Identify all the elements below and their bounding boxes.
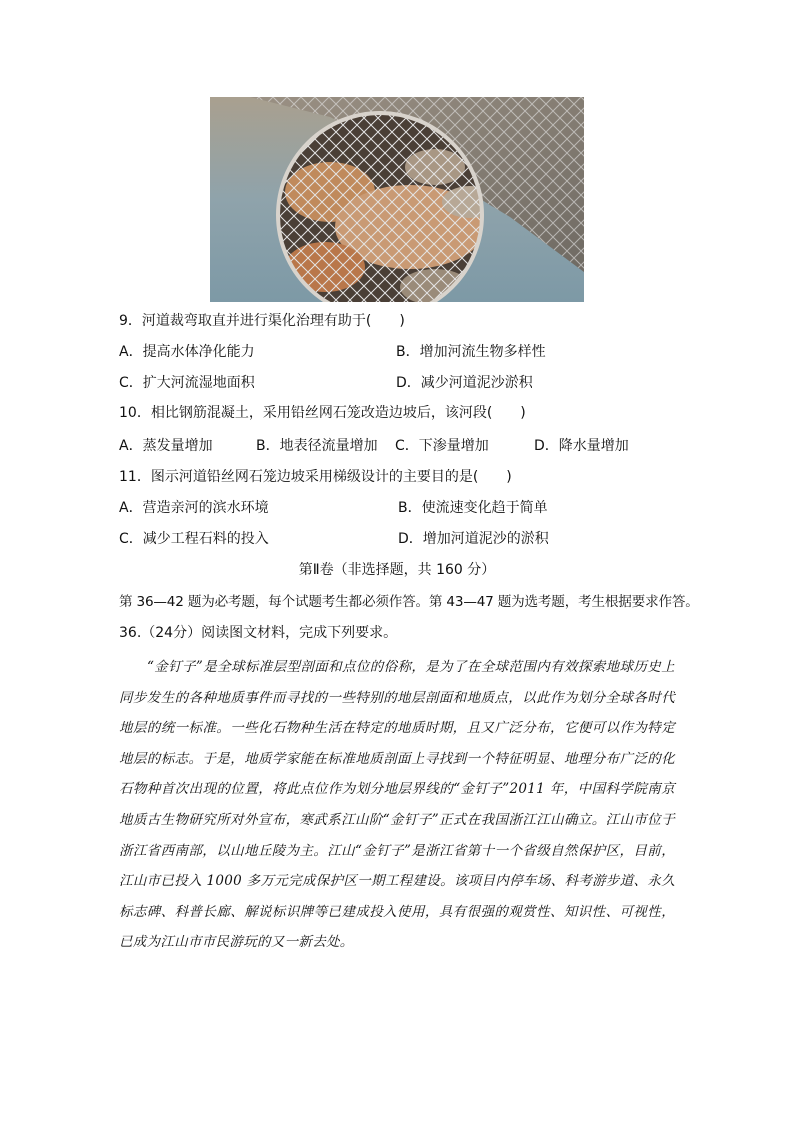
gabion-riverbank-photo [210, 97, 584, 302]
question-36-stem: 36.（24分）阅读图文材料，完成下列要求。 [119, 625, 398, 641]
section-title: 第Ⅱ卷（非选择题，共 160 分） [298, 562, 496, 578]
question-10-options [119, 436, 719, 456]
q10-option-a[interactable]: A．蒸发量增加 [119, 438, 213, 454]
question-11-options [119, 498, 719, 518]
q11-option-a[interactable]: A．营造亲河的滨水环境 [119, 500, 269, 516]
question-9-options [119, 342, 719, 362]
question-11-options-2 [119, 529, 719, 549]
q10-option-b[interactable]: B．地表径流量增加 [256, 438, 378, 454]
q11-option-b[interactable]: B．使流速变化趋于简单 [398, 500, 548, 516]
question-9-stem: 9．河道裁弯取直并进行渠化治理有助于( ) [119, 313, 405, 329]
q11-option-c[interactable]: C．减少工程石料的投入 [119, 531, 269, 547]
question-10-stem: 10．相比钢筋混凝土，采用铅丝网石笼改造边坡后，该河段( ) [119, 405, 526, 421]
q9-option-a[interactable]: A．提高水体净化能力 [119, 344, 255, 360]
q10-option-d[interactable]: D．降水量增加 [534, 438, 629, 454]
q11-option-d[interactable]: D．增加河道泥沙的淤积 [398, 531, 549, 547]
question-9-options-2 [119, 373, 719, 393]
gabion-illustration [210, 97, 584, 302]
q9-option-b[interactable]: B．增加河流生物多样性 [396, 344, 546, 360]
q9-option-c[interactable]: C．扩大河流湿地面积 [119, 375, 255, 391]
q10-option-c[interactable]: C．下渗量增加 [395, 438, 489, 454]
question-11-stem: 11．图示河道铅丝网石笼边坡采用梯级设计的主要目的是( ) [119, 469, 512, 485]
question-36-passage: “金钉子”是全球标准层型剖面和点位的俗称，是为了在全球范围内有效探索地球历史上同步发生的各种地质事件而寻找的一些特别的地层剖面和地质点，以此作为划分全球各时代地层的统一标准。一些化石物种生活在特定的地质时期，且又广泛分布，它便可以作为特定地层的标志。于是，地质学家能在标准地质剖面上寻找到一个特征明显、地理分布广泛的化石物种首次出现的位置，将此点位作为划分地层界线的“金钉子”2011 年，中国科学院南京地质古生物研究所对外宣布，寒武系江山阶“金钉子”正式在我国浙江江山确立。江山市位于浙江省西南部，以山地丘陵为主。江山“金钉子”是浙江省第十一个省级自然保护区，目前，江山市已投入 1000 多万元完成保护区一期工程建设。该项目内停车场、科考游步道、永久标志碑、科普长廊、解说标识牌等已建成投入使用，具有很强的观赏性、知识性、可视性，已成为江山市市民游玩的又一新去处。 [119, 659, 675, 951]
instruction-text: 第 36—42 题为必考题，每个试题考生都必须作答。第 43—47 题为选考题，考生根据要求作答。 [119, 594, 699, 610]
q9-option-d[interactable]: D．减少河道泥沙淤积 [396, 375, 533, 391]
